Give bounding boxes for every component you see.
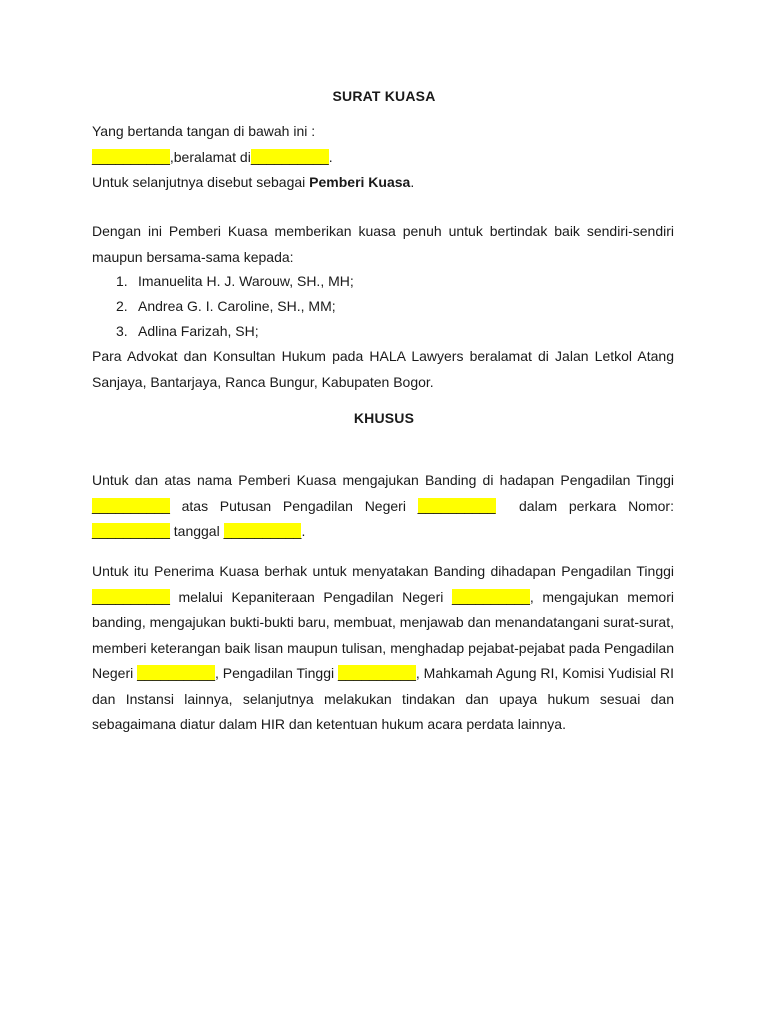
attorney-item — [92, 269, 674, 294]
attorney-list — [92, 269, 674, 344]
para1-text: . — [301, 523, 306, 539]
para1-text: Untuk dan atas nama Pemberi Kuasa mengajukan Banding di hadapan Pengadilan Tinggi — [92, 472, 674, 488]
attorney-number: 3. — [116, 323, 128, 339]
grant-paragraph: Dengan ini Pemberi Kuasa memberikan kuasa penuh untuk bertindak baik sendiri-sendiri maupun bersama-sama kepada: — [92, 223, 674, 265]
blank-field: __________ — [417, 497, 496, 514]
grantor-line — [92, 145, 674, 171]
period-text: . — [328, 148, 333, 165]
para1-text: dalam perkara Nomor: — [495, 497, 678, 514]
blank-field: __________ — [338, 665, 416, 681]
intro-section — [92, 119, 674, 196]
attorney-name: Imanuelita H. J. Warouw, SH., MH; — [138, 273, 354, 289]
blank-field: __________ — [137, 665, 216, 681]
para1-text: tanggal — [169, 523, 224, 539]
blank-field: __________ — [452, 588, 530, 605]
blank-field: __________ — [223, 523, 302, 539]
designation-suffix: . — [410, 174, 415, 190]
attorney-item — [92, 319, 674, 344]
blank-field: __________ — [92, 588, 170, 605]
para2-text: , Mahkamah Agung RI, Komisi Yudisial RI dan Instansi lainnya, selanjutnya melakukan tindakan dan upaya hukum sesuai dan sebagaimana diatur dalam HIR dan ketentuan hukum acara perdata lainnya. — [92, 665, 675, 732]
attorney-number: 2. — [116, 298, 128, 314]
blank-grantor-name: __________ — [92, 148, 170, 165]
beralamat-text: ,beralamat di — [169, 148, 251, 165]
special-paragraph-1 — [92, 468, 678, 545]
attorney-name: Adlina Farizah, SH; — [138, 323, 259, 339]
blank-field: __________ — [92, 523, 170, 539]
designation-prefix: Untuk selanjutnya disebut sebagai — [92, 174, 310, 190]
blank-grantor-address: __________ — [250, 148, 329, 165]
attorney-number: 1. — [116, 273, 128, 289]
intro-line: Yang bertanda tangan di bawah ini : — [92, 123, 316, 139]
para2-text: Untuk itu Penerima Kuasa berhak untuk menyatakan Banding dihadapan Pengadilan Tinggi — [92, 563, 674, 579]
document-title: SURAT KUASA — [332, 88, 436, 104]
special-paragraph-2 — [92, 559, 674, 738]
pemberi-kuasa-term: Pemberi Kuasa — [309, 174, 411, 190]
firm-paragraph: Para Advokat dan Konsultan Hukum pada HALA Lawyers beralamat di Jalan Letkol Atang Sanjaya, Bantarjaya, Ranca Bungur, Kabupaten Bogor. — [92, 348, 674, 390]
blank-field: __________ — [92, 497, 170, 514]
grantor-designation-line — [92, 170, 674, 196]
attorney-name: Andrea G. I. Caroline, SH., MM; — [138, 298, 336, 314]
para1-text: atas Putusan Pengadilan Negeri — [169, 497, 418, 514]
para2-text: , mengajukan memori banding, mengajukan bukti-bukti baru, membuat, menjawab dan menandatangani surat-surat, memberi keterangan baik lisan maupun tulisan, menghadap pejabat-pejabat pada Pengadilan Negeri — [92, 588, 674, 681]
attorney-item — [92, 294, 674, 319]
special-title: KHUSUS — [353, 410, 415, 426]
para2-text: melalui Kepaniteraan Pengadilan Negeri — [169, 588, 452, 605]
para2-text: , Pengadilan Tinggi — [215, 665, 339, 681]
